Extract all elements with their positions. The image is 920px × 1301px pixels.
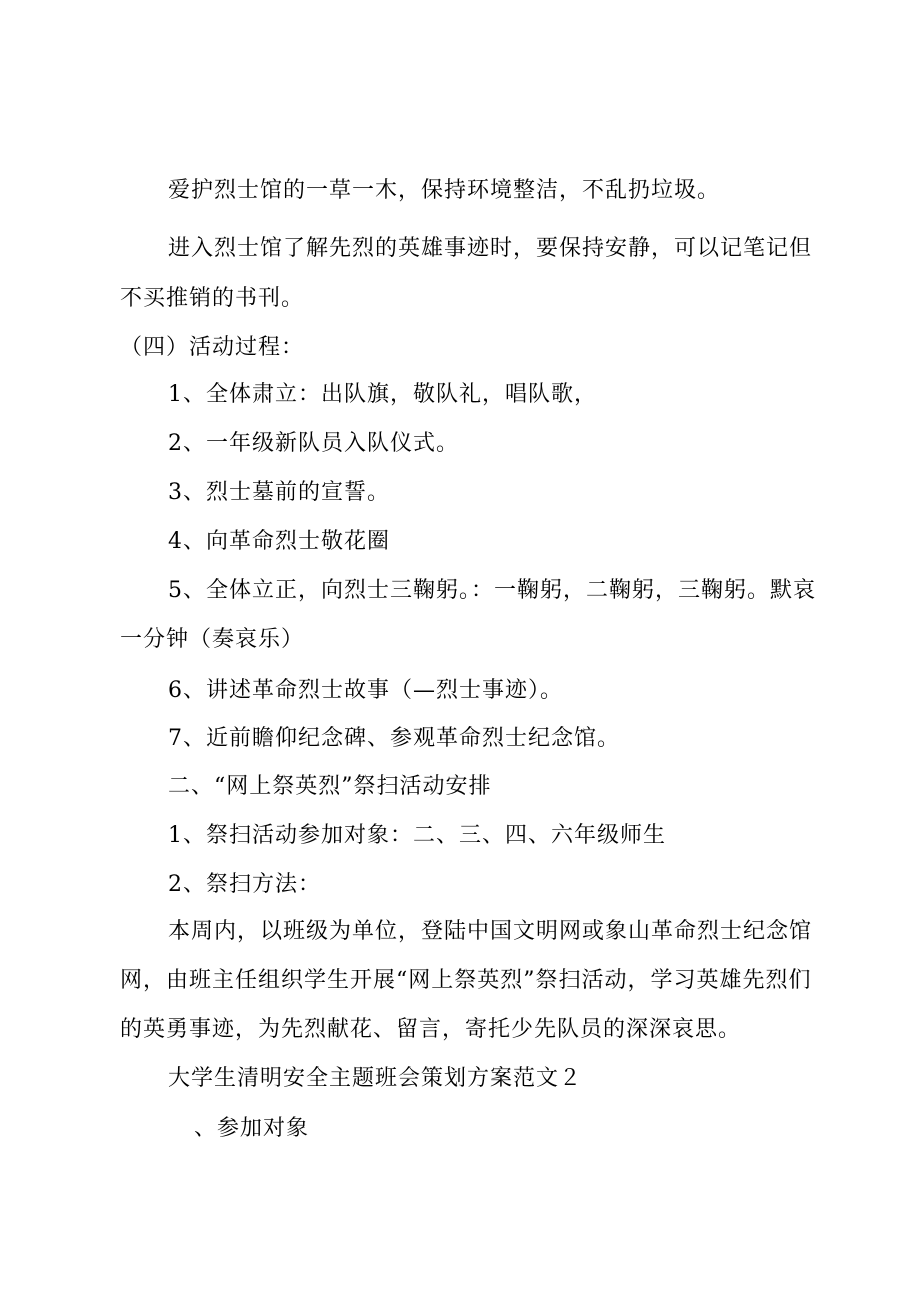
list-item: 7、近前瞻仰纪念碑、参观革命烈士纪念馆。 xyxy=(168,726,620,751)
list-item: 6、讲述革命烈士故事（—烈士事迹）。 xyxy=(168,678,563,703)
paragraph-line: 进入烈士馆了解先烈的英雄事迹时，要保持安静，可以记笔记但 xyxy=(168,236,813,261)
list-item: 5、全体立正，向烈士三鞠躬。：一鞠躬，二鞠躬，三鞠躬。默哀 xyxy=(168,578,816,603)
paragraph-line: 不买推销的书刊。 xyxy=(120,286,305,311)
list-item: 3、烈士墓前的宣誓。 xyxy=(168,480,390,505)
list-item: 2、祭扫方法： xyxy=(168,872,321,897)
paragraph-line: 网，由班主任组织学生开展“网上祭英烈”祭扫活动，学习英雄先烈们 xyxy=(120,968,812,993)
list-item: 4、向革命烈士敬花圈 xyxy=(168,529,390,554)
list-item: 1、祭扫活动参加对象：二、三、四、六年级师生 xyxy=(168,823,666,848)
list-item-continuation: 一分钟（奏哀乐） xyxy=(120,627,305,652)
paragraph-line: 的英勇事迹，为先烈献花、留言，寄托少先队员的深深哀思。 xyxy=(120,1017,742,1042)
section-heading: （四）活动过程： xyxy=(120,335,305,360)
list-item: 1、全体肃立：出队旗，敬队礼，唱队歌， xyxy=(168,382,597,407)
paragraph-line: 爱护烈士馆的一草一木，保持环境整洁，不乱扔垃圾。 xyxy=(168,178,721,203)
list-item: 2、一年级新队员入队仪式。 xyxy=(168,431,459,456)
section-heading: 、参加对象 xyxy=(194,1116,310,1141)
paragraph-line: 本周内，以班级为单位，登陆中国文明网或象山革命烈士纪念馆 xyxy=(168,919,813,944)
document-title: 大学生清明安全主题班会策划方案范文２ xyxy=(168,1066,583,1091)
section-heading: 二、“网上祭英烈”祭扫活动安排 xyxy=(168,774,492,799)
